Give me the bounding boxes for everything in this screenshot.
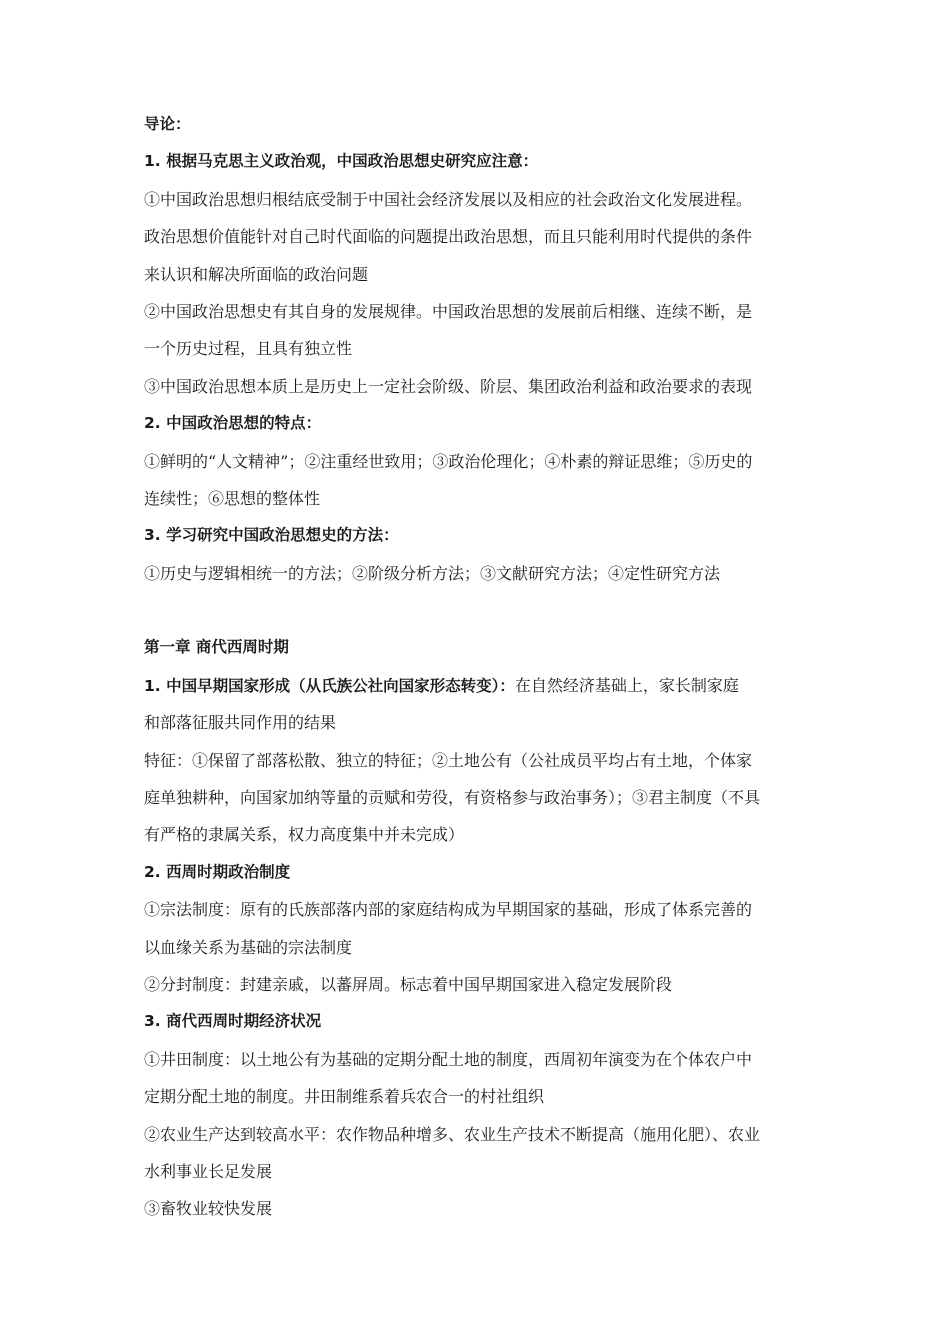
paragraph-line: ③中国政治思想本质上是历史上一定社会阶级、阶层、集团政治利益和政治要求的表现 xyxy=(144,376,753,396)
paragraph-line: 庭单独耕种，向国家加纳等量的贡赋和劳役，有资格参与政治事务）；③君主制度（不具 xyxy=(144,788,761,808)
chapter1-heading: 第一章 商代西周时期 xyxy=(144,638,289,657)
paragraph-line: ③畜牧业较快发展 xyxy=(144,1199,273,1219)
intro-q3-title: 3. 学习研究中国政治思想史的方法： xyxy=(144,526,399,545)
paragraph-line: 来认识和解决所面临的政治问题 xyxy=(144,264,369,284)
paragraph-line: 一个历史过程，且具有独立性 xyxy=(144,339,353,359)
chapter1-s2-title: 2. 西周时期政治制度 xyxy=(144,862,291,881)
paragraph-line: 连续性；⑥思想的整体性 xyxy=(144,488,321,508)
paragraph-line: 有严格的隶属关系，权力高度集中并未完成） xyxy=(144,825,465,845)
paragraph-line: ①中国政治思想归根结底受制于中国社会经济发展以及相应的社会政治文化发展进程。 xyxy=(144,189,753,209)
paragraph-line: 特征：①保留了部落松散、独立的特征；②土地公有（公社成员平均占有土地，个体家 xyxy=(144,750,753,770)
chapter1-s1-title-rest: 在自然经济基础上，家长制家庭 xyxy=(514,675,739,695)
paragraph-line: ①鲜明的“人文精神”；②注重经世致用；③政治伦理化；④朴素的辩证思维；⑤历史的 xyxy=(144,451,753,471)
chapter1-s1-title-line xyxy=(144,667,816,704)
paragraph-line: ①井田制度：以土地公有为基础的定期分配土地的制度，西周初年演变为在个体农户中 xyxy=(144,1049,753,1069)
paragraph-line: ②分封制度：封建亲戚，以蕃屏周。标志着中国早期国家进入稳定发展阶段 xyxy=(144,974,673,994)
paragraph-line: ②农业生产达到较高水平：农作物品种增多、农业生产技术不断提高（施用化肥）、农业 xyxy=(144,1124,761,1144)
document-page xyxy=(144,106,816,1228)
paragraph-line: 水利事业长足发展 xyxy=(144,1161,273,1181)
intro-q1-title: 1. 根据马克思主义政治观，中国政治思想史研究应注意： xyxy=(144,152,539,171)
intro-heading: 导论： xyxy=(144,115,191,133)
chapter1-s1-title-bold: 1. 中国早期国家形成（从氏族公社向国家形态转变）： xyxy=(144,676,515,695)
paragraph-line: 政治思想价值能针对自己时代面临的问题提出政治思想，而且只能利用时代提供的条件 xyxy=(144,227,753,247)
section-spacer xyxy=(144,592,816,629)
paragraph-line: 定期分配土地的制度。井田制维系着兵农合一的村社组织 xyxy=(144,1087,545,1107)
paragraph-line: ①历史与逻辑相统一的方法；②阶级分析方法；③文献研究方法；④定性研究方法 xyxy=(144,563,721,583)
paragraph-line: 和部落征服共同作用的结果 xyxy=(144,713,337,733)
chapter1-s3-title: 3. 商代西周时期经济状况 xyxy=(144,1012,322,1031)
paragraph-line: 以血缘关系为基础的宗法制度 xyxy=(144,937,353,957)
paragraph-line: ②中国政治思想史有其自身的发展规律。中国政治思想的发展前后相继、连续不断，是 xyxy=(144,301,753,321)
paragraph-line: ①宗法制度：原有的氏族部落内部的家庭结构成为早期国家的基础，形成了体系完善的 xyxy=(144,900,753,920)
intro-q2-title: 2. 中国政治思想的特点： xyxy=(144,414,322,433)
